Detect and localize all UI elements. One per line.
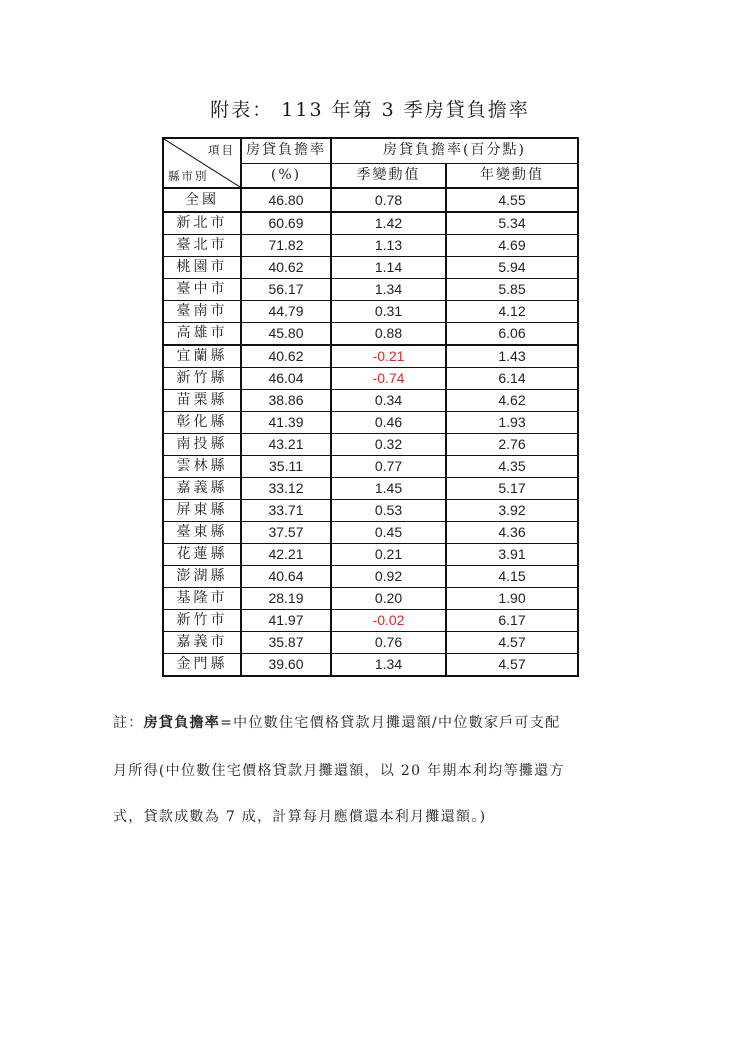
- table-row: [163, 632, 578, 654]
- region-cell: 屏東縣: [163, 500, 241, 522]
- rate-cell: 46.80: [241, 188, 331, 212]
- note-term: 房貸負擔率: [143, 715, 221, 731]
- qoq-cell: 0.76: [331, 632, 446, 654]
- table-row: [163, 500, 578, 522]
- note-line-2: 月所得(中位數住宅價格貸款月攤還額，以 20 年期本利均等攤還方: [113, 763, 565, 779]
- qoq-cell: 1.34: [331, 654, 446, 677]
- region-cell: 嘉義市: [163, 632, 241, 654]
- region-cell: 嘉義縣: [163, 478, 241, 500]
- table-row: [163, 544, 578, 566]
- header-rate: 房貸負擔率: [241, 138, 331, 163]
- yoy-cell: 6.17: [446, 610, 578, 632]
- table-row: [163, 323, 578, 346]
- qoq-cell: 1.34: [331, 279, 446, 301]
- qoq-cell: 0.92: [331, 566, 446, 588]
- table-row: [163, 566, 578, 588]
- table-row: [163, 478, 578, 500]
- rate-cell: 40.62: [241, 345, 331, 368]
- table-row: [163, 301, 578, 323]
- region-cell: 臺南市: [163, 301, 241, 323]
- region-cell: 新竹市: [163, 610, 241, 632]
- rate-cell: 45.80: [241, 323, 331, 346]
- qoq-cell: 0.77: [331, 456, 446, 478]
- yoy-cell: 6.06: [446, 323, 578, 346]
- rate-cell: 60.69: [241, 212, 331, 235]
- region-cell: 金門縣: [163, 654, 241, 677]
- note-line-3: 式，貸款成數為 7 成，計算每月應償還本利月攤還額。): [113, 809, 487, 825]
- yoy-cell: 1.90: [446, 588, 578, 610]
- region-cell: 全國: [163, 188, 241, 212]
- yoy-cell: 5.94: [446, 257, 578, 279]
- yoy-cell: 6.14: [446, 368, 578, 390]
- diagonal-header-cell: [163, 138, 241, 188]
- table-row: [163, 434, 578, 456]
- qoq-cell: 0.45: [331, 522, 446, 544]
- yoy-cell: 2.76: [446, 434, 578, 456]
- header-group-points: 房貸負擔率(百分點): [331, 138, 578, 163]
- yoy-cell: 3.92: [446, 500, 578, 522]
- page-title: 附表： 113 年第 3 季房貸負擔率: [210, 99, 530, 121]
- yoy-cell: 4.12: [446, 301, 578, 323]
- region-cell: 臺中市: [163, 279, 241, 301]
- region-cell: 新竹縣: [163, 368, 241, 390]
- yoy-cell: 5.34: [446, 212, 578, 235]
- region-cell: 雲林縣: [163, 456, 241, 478]
- header-item-label: 項目: [208, 143, 235, 157]
- yoy-cell: 4.15: [446, 566, 578, 588]
- yoy-cell: 4.62: [446, 390, 578, 412]
- header-qoq: 季變動值: [331, 163, 446, 188]
- yoy-cell: 4.69: [446, 235, 578, 257]
- rate-cell: 40.64: [241, 566, 331, 588]
- note-line-1: [113, 712, 633, 732]
- yoy-cell: 4.36: [446, 522, 578, 544]
- header-rate-unit: (%): [241, 163, 331, 188]
- qoq-cell: 0.20: [331, 588, 446, 610]
- rate-cell: 35.87: [241, 632, 331, 654]
- region-cell: 臺北市: [163, 235, 241, 257]
- region-cell: 花蓮縣: [163, 544, 241, 566]
- region-cell: 宜蘭縣: [163, 345, 241, 368]
- rate-cell: 56.17: [241, 279, 331, 301]
- rate-cell: 46.04: [241, 368, 331, 390]
- table-row: [163, 456, 578, 478]
- qoq-cell: 1.14: [331, 257, 446, 279]
- mortgage-burden-table: [162, 137, 579, 677]
- region-cell: 高雄市: [163, 323, 241, 346]
- qoq-cell: 0.32: [331, 434, 446, 456]
- table-row: [163, 235, 578, 257]
- table-row: [163, 610, 578, 632]
- region-cell: 桃園市: [163, 257, 241, 279]
- rate-cell: 33.12: [241, 478, 331, 500]
- note-definition: =中位數住宅價格貸款月攤還額/中位數家戶可支配: [220, 715, 561, 731]
- region-cell: 南投縣: [163, 434, 241, 456]
- qoq-cell: 0.78: [331, 188, 446, 212]
- yoy-cell: 1.43: [446, 345, 578, 368]
- qoq-cell: 0.34: [331, 390, 446, 412]
- table-row: [163, 257, 578, 279]
- region-cell: 苗栗縣: [163, 390, 241, 412]
- rate-cell: 42.21: [241, 544, 331, 566]
- table-row: [163, 412, 578, 434]
- table-row: [163, 345, 578, 368]
- region-cell: 澎湖縣: [163, 566, 241, 588]
- header-region-label: 縣市別: [168, 169, 209, 183]
- rate-cell: 28.19: [241, 588, 331, 610]
- yoy-cell: 4.57: [446, 632, 578, 654]
- rate-cell: 35.11: [241, 456, 331, 478]
- rate-cell: 41.97: [241, 610, 331, 632]
- yoy-cell: 1.93: [446, 412, 578, 434]
- yoy-cell: 4.35: [446, 456, 578, 478]
- yoy-cell: 5.17: [446, 478, 578, 500]
- qoq-cell: 0.46: [331, 412, 446, 434]
- rate-cell: 33.71: [241, 500, 331, 522]
- region-cell: 基隆市: [163, 588, 241, 610]
- header-yoy: 年變動值: [446, 163, 578, 188]
- yoy-cell: 4.55: [446, 188, 578, 212]
- table-row: [163, 390, 578, 412]
- qoq-cell: -0.74: [331, 368, 446, 390]
- table-row: [163, 279, 578, 301]
- note-prefix: 註：: [113, 715, 144, 731]
- yoy-cell: 3.91: [446, 544, 578, 566]
- region-cell: 新北市: [163, 212, 241, 235]
- rate-cell: 43.21: [241, 434, 331, 456]
- region-cell: 臺東縣: [163, 522, 241, 544]
- qoq-cell: 1.42: [331, 212, 446, 235]
- table-row: [163, 654, 578, 677]
- qoq-cell: 1.13: [331, 235, 446, 257]
- region-cell: 彰化縣: [163, 412, 241, 434]
- rate-cell: 71.82: [241, 235, 331, 257]
- yoy-cell: 4.57: [446, 654, 578, 677]
- table-row: [163, 588, 578, 610]
- rate-cell: 39.60: [241, 654, 331, 677]
- qoq-cell: -0.02: [331, 610, 446, 632]
- table-row: [163, 368, 578, 390]
- rate-cell: 40.62: [241, 257, 331, 279]
- qoq-cell: -0.21: [331, 345, 446, 368]
- qoq-cell: 0.53: [331, 500, 446, 522]
- qoq-cell: 0.21: [331, 544, 446, 566]
- rate-cell: 37.57: [241, 522, 331, 544]
- rate-cell: 44.79: [241, 301, 331, 323]
- rate-cell: 38.86: [241, 390, 331, 412]
- table-row: [163, 188, 578, 212]
- table-row: [163, 522, 578, 544]
- qoq-cell: 0.31: [331, 301, 446, 323]
- yoy-cell: 5.85: [446, 279, 578, 301]
- rate-cell: 41.39: [241, 412, 331, 434]
- qoq-cell: 1.45: [331, 478, 446, 500]
- table-row: [163, 212, 578, 235]
- qoq-cell: 0.88: [331, 323, 446, 346]
